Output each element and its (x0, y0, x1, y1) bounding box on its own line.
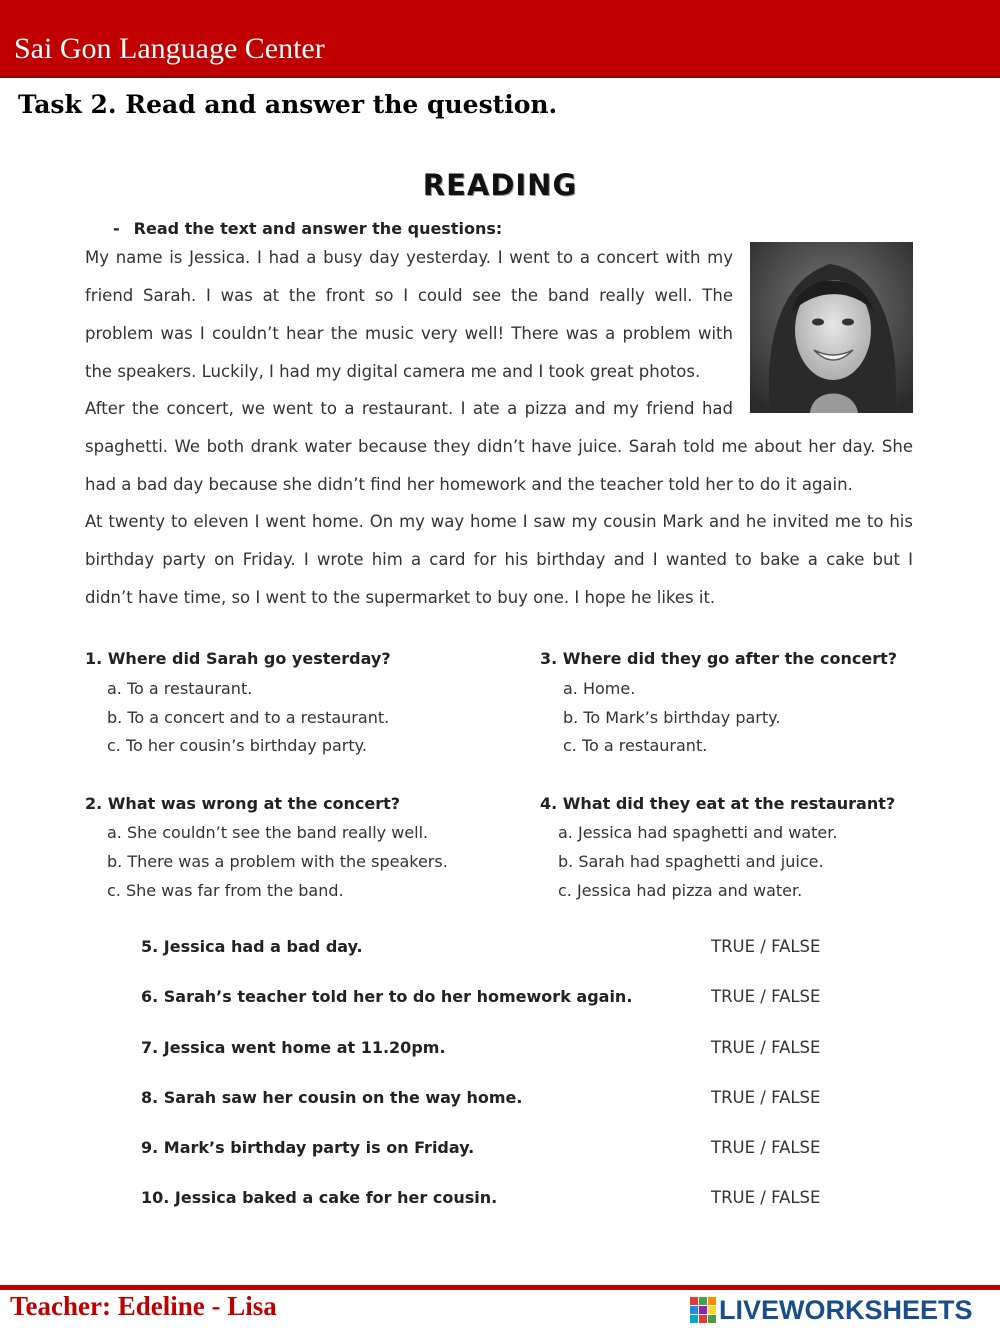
task-title: Task 2. Read and answer the question. (18, 90, 558, 119)
reading-line: At twenty to eleven I went home. On my way home I saw my cousin Mark and he invited me to his (85, 512, 913, 531)
instruction-dash: - (113, 219, 120, 238)
reading-line: birthday party on Friday. I wrote him a card for his birthday and I wanted to bake a cake but I (85, 550, 913, 569)
question-1-option-c[interactable]: c. To her cousin’s birthday party. (107, 736, 367, 755)
reading-line: the speakers. Luckily, I had my digital camera me and I took great photos. (85, 362, 701, 381)
question-3-option-a[interactable]: a. Home. (563, 679, 636, 698)
question-1: 1. Where did Sarah go yesterday? (85, 649, 391, 668)
center-title: Sai Gon Language Center (14, 32, 325, 65)
question-2-option-b[interactable]: b. There was a problem with the speakers. (107, 852, 448, 871)
logo-cell (699, 1315, 707, 1323)
logo-cell (699, 1297, 707, 1305)
logo-grid-icon (690, 1297, 716, 1323)
tf-answer-8[interactable]: TRUE / FALSE (711, 1088, 821, 1107)
tf-question-9: 9. Mark’s birthday party is on Friday. (141, 1138, 475, 1157)
logo-cell (690, 1315, 698, 1323)
question-4-option-c[interactable]: c. Jessica had pizza and water. (558, 881, 803, 900)
tf-answer-5[interactable]: TRUE / FALSE (711, 937, 821, 956)
reading-line: had a bad day because she didn’t find her homework and the teacher told her to do it again. (85, 475, 853, 494)
tf-question-8: 8. Sarah saw her cousin on the way home. (141, 1088, 523, 1107)
liveworksheets-logo[interactable] (690, 1294, 973, 1326)
logo-cell (699, 1306, 707, 1314)
logo-cell (690, 1297, 698, 1305)
reading-line: spaghetti. We both drank water because they didn’t have juice. Sarah told me about her day. She (85, 437, 913, 456)
logo-text: LIVEWORKSHEETS (719, 1294, 973, 1325)
tf-question-7: 7. Jessica went home at 11.20pm. (141, 1038, 446, 1057)
question-2-option-c[interactable]: c. She was far from the band. (107, 881, 344, 900)
reading-line: problem was I couldn’t hear the music very well! There was a problem with (85, 324, 733, 343)
logo-cell (708, 1297, 716, 1305)
logo-cell (708, 1306, 716, 1314)
logo-cell (690, 1306, 698, 1314)
question-4: 4. What did they eat at the restaurant? (540, 794, 896, 813)
question-3-option-c[interactable]: c. To a restaurant. (563, 736, 708, 755)
reading-heading: READING (422, 168, 578, 202)
reading-line: friend Sarah. I was at the front so I could see the band really well. The (85, 286, 733, 305)
logo-cell (708, 1315, 716, 1323)
tf-question-6: 6. Sarah’s teacher told her to do her homework again. (141, 987, 633, 1006)
question-2: 2. What was wrong at the concert? (85, 794, 401, 813)
question-4-option-a[interactable]: a. Jessica had spaghetti and water. (558, 823, 838, 842)
reading-instruction (113, 219, 502, 238)
question-3-option-b[interactable]: b. To Mark’s birthday party. (563, 708, 781, 727)
reading-line: My name is Jessica. I had a busy day yesterday. I went to a concert with my (85, 248, 733, 267)
teacher-name: Teacher: Edeline - Lisa (10, 1291, 277, 1321)
question-4-option-b[interactable]: b. Sarah had spaghetti and juice. (558, 852, 824, 871)
tf-question-5: 5. Jessica had a bad day. (141, 937, 363, 956)
footer-divider (0, 1285, 1000, 1290)
question-1-option-b[interactable]: b. To a concert and to a restaurant. (107, 708, 390, 727)
jessica-photo (750, 242, 913, 413)
question-3: 3. Where did they go after the concert? (540, 649, 898, 668)
reading-line: After the concert, we went to a restaurant. I ate a pizza and my friend had (85, 399, 733, 418)
reading-line: didn’t have time, so I went to the supermarket to buy one. I hope he likes it. (85, 588, 716, 607)
tf-question-10: 10. Jessica baked a cake for her cousin. (141, 1188, 498, 1207)
question-2-option-a[interactable]: a. She couldn’t see the band really well. (107, 823, 429, 842)
instruction-text: Read the text and answer the questions: (133, 219, 503, 238)
tf-answer-6[interactable]: TRUE / FALSE (711, 987, 821, 1006)
question-1-option-a[interactable]: a. To a restaurant. (107, 679, 253, 698)
portrait-illustration (750, 242, 913, 413)
tf-answer-7[interactable]: TRUE / FALSE (711, 1038, 821, 1057)
header-bar (0, 0, 1000, 78)
tf-answer-10[interactable]: TRUE / FALSE (711, 1188, 821, 1207)
tf-answer-9[interactable]: TRUE / FALSE (711, 1138, 821, 1157)
